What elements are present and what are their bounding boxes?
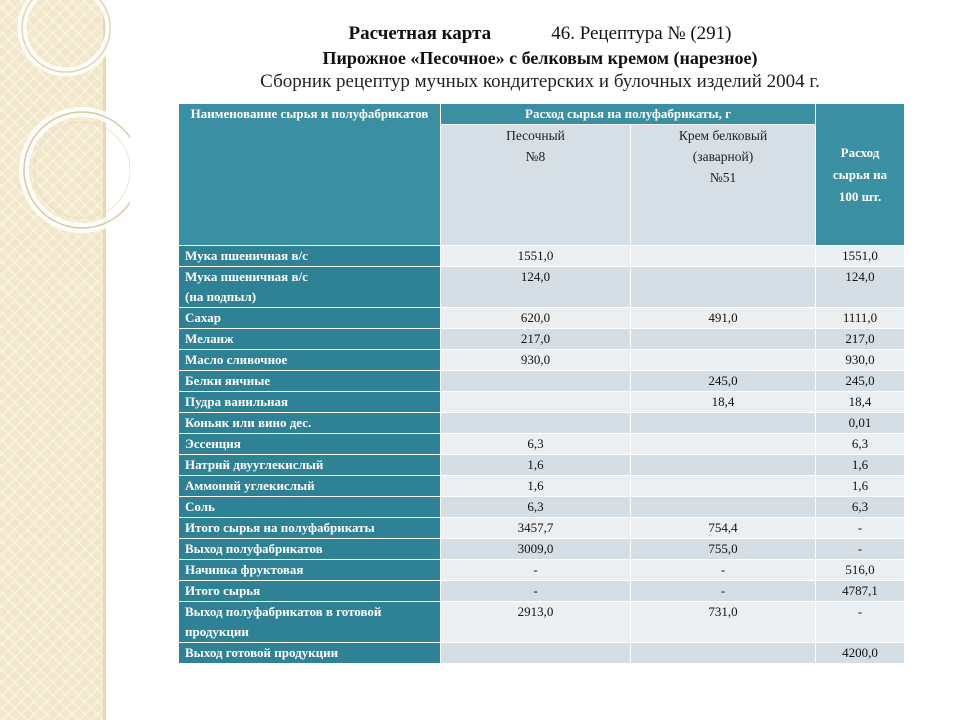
ingredient-name-cell xyxy=(179,581,441,602)
pesochny-value: 6,3 xyxy=(441,434,631,455)
ingredient-name-cell xyxy=(179,329,441,350)
pesochny-value xyxy=(441,413,631,434)
pesochny-value xyxy=(441,371,631,392)
title-line-1 xyxy=(180,22,900,46)
header-name-column: Наименование сырья и полуфабрикатов xyxy=(179,104,441,246)
total-value: - xyxy=(816,539,905,560)
table-row xyxy=(179,392,905,413)
ingredient-name: Выход полуфабрикатов xyxy=(185,541,323,556)
ingredient-name: Натрий двууглекислый xyxy=(185,457,324,472)
ingredient-name: Итого сырья xyxy=(185,583,261,598)
ingredient-name: Выход полуфабрикатов в готовой xyxy=(185,604,382,619)
decorative-circles xyxy=(0,0,130,260)
krem-value xyxy=(631,413,816,434)
ingredient-name: Аммоний углекислый xyxy=(185,478,315,493)
krem-value xyxy=(631,329,816,350)
table-row xyxy=(179,455,905,476)
table-row xyxy=(179,329,905,350)
ingredient-name: Эссенция xyxy=(185,436,241,451)
total-value: - xyxy=(816,518,905,539)
total-value: 0,01 xyxy=(816,413,905,434)
header-consumption-group: Расход сырья на полуфабрикаты, г xyxy=(441,104,816,125)
table-row xyxy=(179,539,905,560)
ingredient-name-line2: (на подпыл) xyxy=(185,289,257,304)
recipe-number: 46. Рецептура № (291) xyxy=(551,23,732,44)
total-value: 18,4 xyxy=(816,392,905,413)
table-row xyxy=(179,602,905,643)
ingredient-name-cell xyxy=(179,518,441,539)
ingredient-name-cell xyxy=(179,476,441,497)
table-row xyxy=(179,581,905,602)
pesochny-value: 2913,0 xyxy=(441,602,631,643)
total-value: 1551,0 xyxy=(816,246,905,267)
header-sub-krem xyxy=(631,125,816,246)
pesochny-value xyxy=(441,392,631,413)
ingredient-name: Белки яичные xyxy=(185,373,271,388)
ingredient-name-line2: продукции xyxy=(185,624,249,639)
krem-value: 755,0 xyxy=(631,539,816,560)
krem-value: 245,0 xyxy=(631,371,816,392)
krem-value: 731,0 xyxy=(631,602,816,643)
ingredient-name-cell xyxy=(179,602,441,643)
header-sub-pesochny xyxy=(441,125,631,246)
krem-value xyxy=(631,497,816,518)
krem-value xyxy=(631,455,816,476)
card-label: Расчетная карта xyxy=(348,23,492,44)
total-value: 217,0 xyxy=(816,329,905,350)
krem-value: 491,0 xyxy=(631,308,816,329)
table-row xyxy=(179,518,905,539)
header-sub-krem-number: №51 xyxy=(709,170,737,185)
krem-value xyxy=(631,434,816,455)
total-value: 516,0 xyxy=(816,560,905,581)
krem-value xyxy=(631,350,816,371)
table-row xyxy=(179,371,905,392)
table-row xyxy=(179,308,905,329)
ingredient-name-cell xyxy=(179,371,441,392)
pesochny-value: 620,0 xyxy=(441,308,631,329)
ingredient-name: Мука пшеничная в/с xyxy=(185,269,308,284)
pesochny-value: 6,3 xyxy=(441,497,631,518)
source-title: Сборник рецептур мучных кондитерских и булочных изделий 2004 г. xyxy=(260,71,820,92)
pesochny-value: 124,0 xyxy=(441,267,631,308)
pesochny-value: 3457,7 xyxy=(441,518,631,539)
krem-value: - xyxy=(631,581,816,602)
ingredient-name: Коньяк или вино дес. xyxy=(185,415,312,430)
krem-value: 754,4 xyxy=(631,518,816,539)
krem-value: 18,4 xyxy=(631,392,816,413)
total-value: 1,6 xyxy=(816,476,905,497)
krem-value xyxy=(631,476,816,497)
pesochny-value xyxy=(441,643,631,664)
total-value: 1111,0 xyxy=(816,308,905,329)
table-row xyxy=(179,350,905,371)
ingredient-name: Сахар xyxy=(185,310,221,325)
table-row xyxy=(179,497,905,518)
table-row xyxy=(179,413,905,434)
krem-value: - xyxy=(631,560,816,581)
ingredient-name-cell xyxy=(179,308,441,329)
table-row xyxy=(179,246,905,267)
ingredient-name: Выход готовой продукции xyxy=(185,645,339,660)
header-total-column: Расход сырья на 100 шт. xyxy=(816,104,905,246)
table-row xyxy=(179,560,905,581)
krem-value xyxy=(631,267,816,308)
pesochny-value: 930,0 xyxy=(441,350,631,371)
pesochny-value: 3009,0 xyxy=(441,539,631,560)
header-sub-pesochny-number: №8 xyxy=(525,149,546,164)
table-row xyxy=(179,434,905,455)
ingredient-name-cell xyxy=(179,455,441,476)
ingredient-name-cell xyxy=(179,392,441,413)
product-title: Пирожное «Песочное» с белковым кремом (нарезное) xyxy=(322,48,758,68)
total-value: 245,0 xyxy=(816,371,905,392)
title-block xyxy=(180,22,900,94)
pesochny-value: 1,6 xyxy=(441,476,631,497)
table-row xyxy=(179,267,905,308)
ingredient-name: Масло сливочное xyxy=(185,352,288,367)
pesochny-value: 1,6 xyxy=(441,455,631,476)
ingredient-name: Мука пшеничная в/с xyxy=(185,248,308,263)
ingredient-name-cell xyxy=(179,539,441,560)
ingredient-name-cell xyxy=(179,560,441,581)
krem-value xyxy=(631,643,816,664)
ingredient-name-cell xyxy=(179,246,441,267)
ingredient-name: Начинка фруктовая xyxy=(185,562,304,577)
total-value: 6,3 xyxy=(816,497,905,518)
ingredient-name-cell xyxy=(179,643,441,664)
pesochny-value: 1551,0 xyxy=(441,246,631,267)
total-value: 4200,0 xyxy=(816,643,905,664)
header-sub-krem-name: Крем белковый xyxy=(678,128,768,143)
total-value: 6,3 xyxy=(816,434,905,455)
krem-value xyxy=(631,246,816,267)
ingredient-name-cell xyxy=(179,434,441,455)
ingredient-name-cell xyxy=(179,497,441,518)
recipe-table xyxy=(178,103,905,664)
ingredient-name: Соль xyxy=(185,499,215,514)
header-sub-krem-type: (заварной) xyxy=(692,149,754,164)
total-value: 124,0 xyxy=(816,267,905,308)
pesochny-value: - xyxy=(441,581,631,602)
ingredient-name-cell xyxy=(179,267,441,308)
total-value: 1,6 xyxy=(816,455,905,476)
total-value: 4787,1 xyxy=(816,581,905,602)
total-value: - xyxy=(816,602,905,643)
ingredient-name: Пудра ванильная xyxy=(185,394,289,409)
ingredient-name-cell xyxy=(179,350,441,371)
ingredient-name: Меланж xyxy=(185,331,234,346)
table-row xyxy=(179,643,905,664)
table-row xyxy=(179,476,905,497)
total-value: 930,0 xyxy=(816,350,905,371)
header-sub-pesochny-name: Песочный xyxy=(506,128,565,143)
ingredient-name-cell xyxy=(179,413,441,434)
ingredient-name: Итого сырья на полуфабрикаты xyxy=(185,520,375,535)
pesochny-value: 217,0 xyxy=(441,329,631,350)
pesochny-value: - xyxy=(441,560,631,581)
